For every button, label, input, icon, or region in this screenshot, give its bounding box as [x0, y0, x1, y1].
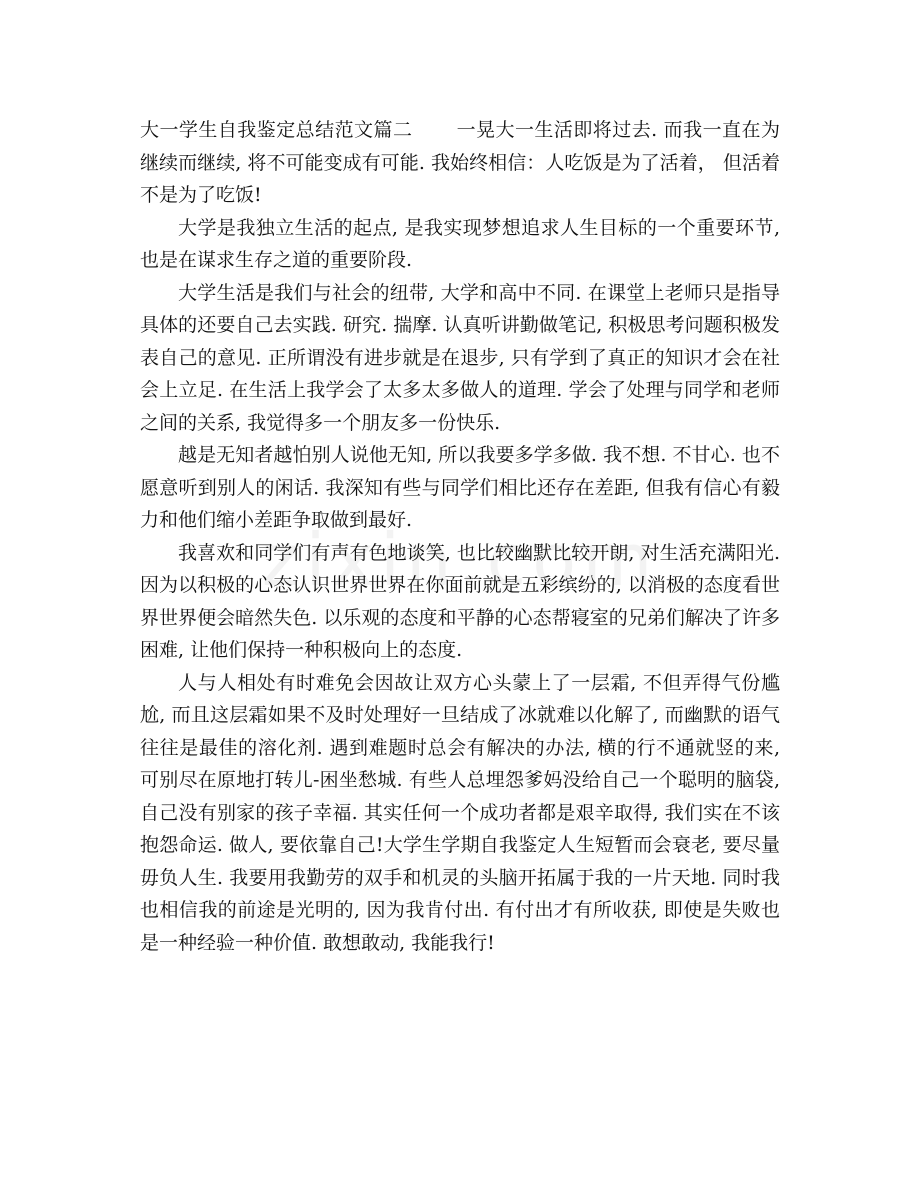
document-title: 大一学生自我鉴定总结范文篇二: [140, 119, 413, 141]
paragraph-3: 越是无知者越怕别人说他无知, 所以我要多学多做. 我不想. 不甘心. 也不愿意听到别人的闲话. 我深知有些与同学们相比还存在差距, 但我有信心有毅力和他们缩小差距争取做到最好.: [140, 444, 780, 531]
paragraph-5: 人与人相处有时难免会因故让双方心头蒙上了一层霜, 不但弄得气份尴尬, 而且这层霜如果不及时处理好一旦结成了冰就难以化解了, 而幽默的语气往往是最佳的溶化剂. 遇到难题时总会有解决的办法, 横的行不通就竖的来, 可别尽在原地打转儿-困坐愁城. 有些人总埋怨爹妈没给自己一个聪明的脑袋, 自己没有别家的孩子幸福. 其实任何一个成功者都是艰辛取得, 我们实在不该抱怨命运. 做人, 要依靠自己!大学生学期自我鉴定人生短暂而会衰老, 要尽量毋负人生. 我要用我勤劳的双手和机灵的头脑开拓属于我的一片天地. 同时我也相信我的前途是光明的, 因为我肯付出. 有付出才有所收获, 即使是失败也是一种经验一种价值. 敢想敢动, 我能我行!: [140, 671, 780, 954]
paragraph-4: 我喜欢和同学们有声有色地谈笑, 也比较幽默比较开朗, 对生活充满阳光. 因为以积极的心态认识世界世界在你面前就是五彩缤纷的, 以消极的态度看世界世界便会暗然失色. 以乐观的态度和平静的心态帮寝室的兄弟们解决了许多困难, 让他们保持一种积极向上的态度.: [140, 541, 780, 661]
document-body: [140, 114, 780, 959]
first-paragraph: [140, 114, 780, 212]
paragraph-1: 大学是我独立生活的起点, 是我实现梦想追求人生目标的一个重要环节, 也是在谋求生存之道的重要阶段.: [140, 216, 780, 271]
paragraph-2: 大学生活是我们与社会的纽带, 大学和高中不同. 在课堂上老师只是指导具体的还要自己去实践. 研究. 揣摩. 认真听讲勤做笔记, 积极思考问题积极发表自己的意见. 正所谓没有进步就是在退步, 只有学到了真正的知识才会在社会上立足. 在生活上我学会了太多太多做人的道理. 学会了处理与同学和老师之间的关系, 我觉得多一个朋友多一份快乐.: [140, 281, 780, 434]
first-paragraph-body: 一晃大一生活即将过去. 而我一直在为继续而继续, 将不可能变成有可能. 我始终相信：人吃饭是为了活着， 但活着不是为了吃饭!: [140, 119, 780, 206]
